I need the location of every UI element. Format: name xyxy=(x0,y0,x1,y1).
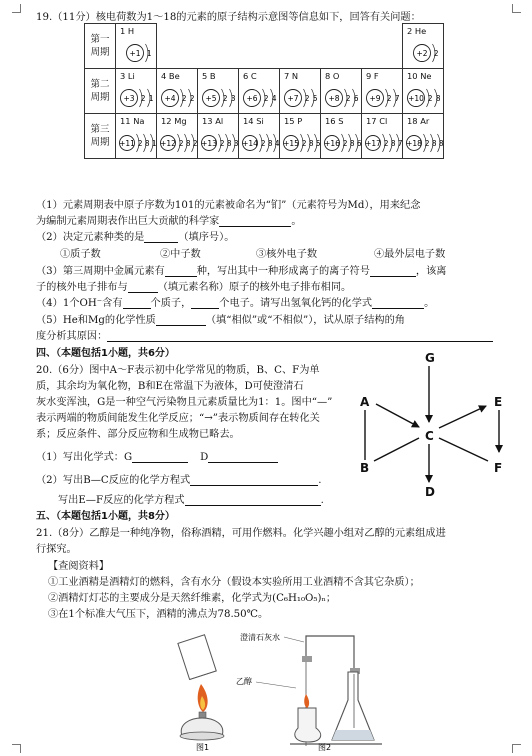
shell-electron-count: 8 xyxy=(438,139,444,148)
element-symbol: 8 O xyxy=(325,71,340,81)
section-5-title: 五、（本题包括1小题，共8分） xyxy=(36,511,175,522)
periodic-table xyxy=(84,23,444,159)
element-symbol: 6 C xyxy=(243,71,257,81)
q19-part5-line2: 度分析其原因： xyxy=(36,327,493,342)
q19-part4: （4）1个OH⁻含有 个质子， 个电子。请写出氢氧化钙的化学式 。 xyxy=(36,298,435,309)
ref-item-3: ③在1个标准大气压下，酒精的沸点为78.50℃。 xyxy=(48,609,269,620)
q19-part2: （2）决定元素种类的是 （填序号）。 xyxy=(36,232,235,243)
corner-mark xyxy=(12,744,21,753)
nuclear-charge: +10 xyxy=(408,94,424,103)
erlenmeyer-flask xyxy=(332,672,374,740)
node-e: E xyxy=(494,395,503,409)
figure-2-apparatus xyxy=(232,628,392,752)
shell-electron-count: 6 xyxy=(353,94,359,103)
element-symbol: 7 N xyxy=(284,71,299,81)
shell-electron-count: 8 xyxy=(226,139,232,148)
element-cell xyxy=(116,24,157,69)
element-cell xyxy=(403,114,444,159)
shell-electron-count: 2 xyxy=(304,94,310,103)
q21-line2: 行探究。 xyxy=(36,544,77,555)
nuclear-charge: +13 xyxy=(201,139,217,148)
q20-line: 表示两端的物质间能发生化学反应；“→”表示物质间存在转化关 xyxy=(36,413,320,424)
nuclear-charge: +9 xyxy=(369,94,381,103)
shell-electron-count: 8 xyxy=(144,139,150,148)
section-4-title: 四、（本题包括1小题，共6分） xyxy=(36,348,175,359)
nuclear-charge: +12 xyxy=(160,139,176,148)
nuclear-charge: +16 xyxy=(324,139,340,148)
atom-structure-diagram xyxy=(118,131,156,155)
option-2: ②中子数 xyxy=(160,249,201,260)
arrow-c-e xyxy=(439,406,486,428)
node-g: G xyxy=(425,351,435,365)
shell-electron-count: 2 xyxy=(189,94,195,103)
element-symbol: 2 He xyxy=(407,26,427,36)
element-cell xyxy=(321,114,362,159)
shell-electron-count: 7 xyxy=(394,94,400,103)
shell-electron-count: 5 xyxy=(312,94,318,103)
shell-electron-count: 3 xyxy=(230,94,236,103)
element-cell xyxy=(362,69,403,114)
shell-electron-count: 8 xyxy=(431,139,437,148)
period-label: 第一 周期 xyxy=(85,24,116,69)
shell-electron-count: 4 xyxy=(271,94,277,103)
shell-electron-count: 5 xyxy=(315,139,321,148)
shell-electron-count: 2 xyxy=(342,139,348,148)
element-cell xyxy=(116,114,157,159)
atom-structure-diagram xyxy=(159,86,197,110)
atom-structure-diagram xyxy=(323,131,361,155)
answer-blank[interactable] xyxy=(208,451,278,463)
element-cell xyxy=(198,114,239,159)
shell-electron-count: 8 xyxy=(267,139,273,148)
shell-electron-count: 2 xyxy=(260,139,266,148)
element-symbol: 9 F xyxy=(366,71,379,81)
element-symbol: 14 Si xyxy=(243,116,264,126)
figure-2-caption: 图2 xyxy=(318,743,332,752)
flame-icon xyxy=(304,694,309,708)
atom-structure-diagram xyxy=(241,86,279,110)
element-symbol: 4 Be xyxy=(161,71,180,81)
node-b: B xyxy=(360,461,370,475)
figure-1-caption: 图1 xyxy=(196,743,210,752)
shell-electron-count: 8 xyxy=(308,139,314,148)
atom-structure-diagram xyxy=(323,86,361,110)
shell-electron-count: 2 xyxy=(386,94,392,103)
shell-electron-count: 8 xyxy=(390,139,396,148)
element-cell xyxy=(403,69,444,114)
shell-electron-count: 8 xyxy=(435,94,441,103)
option-3: ③核外电子数 xyxy=(256,249,318,260)
ref-item-1: ①工业酒精是酒精灯的燃料，含有水分（假设本实验所用工业酒精不含其它杂质）； xyxy=(48,577,420,588)
element-symbol: 1 H xyxy=(120,26,135,36)
q19-part3-line2: 子的核外电子排布与 （填元素名称）原子的核外电子排布相同。 xyxy=(36,282,352,293)
nuclear-charge: +5 xyxy=(205,94,217,103)
shell-electron-count: 2 xyxy=(427,94,433,103)
element-symbol: 5 B xyxy=(202,71,216,81)
element-cell xyxy=(403,24,444,69)
nuclear-charge: +4 xyxy=(164,94,176,103)
shell-electron-count: 2 xyxy=(383,139,389,148)
shell-electron-count: 2 xyxy=(301,139,307,148)
atom-structure-diagram xyxy=(405,131,443,155)
atom-structure-diagram xyxy=(118,41,156,65)
shell-electron-count: 7 xyxy=(397,139,403,148)
answer-blank[interactable] xyxy=(107,330,493,342)
period-label: 第二 周期 xyxy=(85,69,116,114)
nuclear-charge: +18 xyxy=(406,139,422,148)
answer-blank[interactable] xyxy=(191,297,219,309)
shell-electron-count: 2 xyxy=(178,139,184,148)
nuclear-charge: +17 xyxy=(365,139,381,148)
answer-blank[interactable] xyxy=(156,314,206,326)
atom-structure-diagram xyxy=(405,86,443,110)
shell-electron-count: 2 xyxy=(219,139,225,148)
atom-structure-diagram xyxy=(200,131,238,155)
nuclear-charge: +15 xyxy=(283,139,299,148)
element-symbol: 3 Li xyxy=(120,71,135,81)
shell-electron-count: 2 xyxy=(222,94,228,103)
element-symbol: 12 Mg xyxy=(161,116,187,126)
q20-part2b: 写出E—F反应的化学方程式 . xyxy=(58,495,324,506)
left-vessel xyxy=(295,708,321,742)
figure-1-alcohol-lamp xyxy=(168,628,238,752)
node-c: C xyxy=(425,429,434,443)
atom-structure-diagram xyxy=(241,131,279,155)
option-4: ④最外层电子数 xyxy=(374,249,446,260)
atom-structure-diagram xyxy=(159,131,197,155)
shell-electron-count: 8 xyxy=(185,139,191,148)
shell-electron-count: 4 xyxy=(274,139,280,148)
element-symbol: 17 Cl xyxy=(366,116,388,126)
line-c-f xyxy=(439,438,488,461)
shell-electron-count: 2 xyxy=(263,94,269,103)
answer-blank[interactable] xyxy=(128,281,158,293)
nuclear-charge: +2 xyxy=(416,49,428,58)
element-cell xyxy=(116,69,157,114)
atom-structure-diagram xyxy=(200,86,238,110)
q19-part5-line1: （5）He和Mg的化学性质 （填“相似”或“不相似”），试从原子结构的角 xyxy=(36,315,405,326)
shell-electron-count: 2 xyxy=(345,94,351,103)
element-cell xyxy=(321,69,362,114)
q19-part3-line1: （3）第三周期中金属元素有 种，写出其中一种形成离子的离子符号 ，该离 xyxy=(36,266,447,277)
atom-structure-diagram xyxy=(405,41,443,65)
element-symbol: 16 S xyxy=(325,116,344,126)
node-a: A xyxy=(360,395,370,409)
corner-mark xyxy=(12,4,21,13)
reaction-diagram xyxy=(350,348,520,504)
shell-electron-count: 8 xyxy=(349,139,355,148)
element-cell xyxy=(157,69,198,114)
element-symbol: 11 Na xyxy=(120,116,145,126)
label-lime-water: 澄清石灰水 xyxy=(240,633,280,642)
element-cell xyxy=(362,114,403,159)
arrow-a-c xyxy=(376,404,419,427)
q20-part1: （1）写出化学式：G D xyxy=(36,448,278,463)
node-d: D xyxy=(425,485,435,499)
q20-line: 质，其余均为氧化物，B和E在常温下为液体，D可使澄清石 xyxy=(36,381,304,392)
element-symbol: 10 Ne xyxy=(407,71,432,81)
answer-blank[interactable] xyxy=(144,231,178,243)
nuclear-charge: +14 xyxy=(242,139,258,148)
element-symbol: 15 P xyxy=(284,116,303,126)
atom-structure-diagram xyxy=(282,86,320,110)
shell-electron-count: 1 xyxy=(151,139,157,148)
option-1: ①质子数 xyxy=(60,249,101,260)
answer-blank[interactable] xyxy=(132,451,188,463)
label-ethanol: 乙醇 xyxy=(236,677,252,686)
node-f: F xyxy=(494,461,503,475)
nuclear-charge: +11 xyxy=(119,139,135,148)
answer-blank[interactable] xyxy=(370,265,416,277)
nuclear-charge: +7 xyxy=(287,94,299,103)
shell-electron-count: 1 xyxy=(148,94,154,103)
q20-line: 20.（6分）图中A～F表示初中化学常见的物质，B、C、F为单 xyxy=(36,365,320,376)
shell-electron-count: 2 xyxy=(424,139,430,148)
element-symbol: 18 Ar xyxy=(407,116,430,126)
nuclear-charge: +1 xyxy=(129,49,141,58)
ref-title: 【查阅资料】 xyxy=(48,561,110,572)
nuclear-charge: +8 xyxy=(328,94,340,103)
nuclear-charge: +3 xyxy=(123,94,135,103)
q19-part1-line2: 为编制元素周期表作出巨大贡献的科学家 。 xyxy=(36,216,302,227)
element-cell xyxy=(198,69,239,114)
shell-electron-count: 2 xyxy=(192,139,198,148)
inverted-beaker-icon xyxy=(178,635,216,680)
q20-line: 灰水变浑浊，G是一种空气污染物且元素质量比为1：1。图中“—” xyxy=(36,397,333,408)
corner-mark xyxy=(512,744,521,753)
answer-blank[interactable] xyxy=(190,474,318,486)
corner-mark xyxy=(512,4,521,13)
element-cell xyxy=(280,114,321,159)
shell-electron-count: 6 xyxy=(356,139,362,148)
answer-blank[interactable] xyxy=(372,297,424,309)
ref-item-2: ②酒精灯灯芯的主要成分是天然纤维素，化学式为(C₆H₁₀O₅)ₙ； xyxy=(48,593,337,604)
q21-line1: 21.（8分）乙醇是一种纯净物，俗称酒精，可用作燃料。化学兴趣小组对乙醇的元素组成进 xyxy=(36,528,446,539)
shell-electron-count: 2 xyxy=(181,94,187,103)
element-symbol: 13 Al xyxy=(202,116,224,126)
line-c-b xyxy=(374,438,419,461)
answer-blank[interactable] xyxy=(219,215,291,227)
shell-electron-count: 2 xyxy=(137,139,143,148)
atom-structure-diagram xyxy=(282,131,320,155)
answer-blank[interactable] xyxy=(123,297,151,309)
element-cell xyxy=(157,114,198,159)
atom-structure-diagram xyxy=(364,131,402,155)
nuclear-charge: +6 xyxy=(246,94,258,103)
shell-electron-count: 2 xyxy=(140,94,146,103)
q19-header: 19.（11分）核电荷数为1～18的元素的原子结构示意图等信息如下，回答有关问题： xyxy=(36,12,421,23)
answer-blank[interactable] xyxy=(185,494,321,506)
q20-line: 系；反应条件、部分反应物和生成物已略去。 xyxy=(36,429,240,440)
q19-part1-line1: （1）元素周期表中原子序数为101的元素被命名为“钔”（元素符号为Md），用来纪念 xyxy=(36,200,421,211)
shell-electron-count: 2 xyxy=(433,49,439,58)
shell-electron-count: 3 xyxy=(233,139,239,148)
atom-structure-diagram xyxy=(364,86,402,110)
element-cell xyxy=(239,69,280,114)
period-label: 第三 周期 xyxy=(85,114,116,159)
element-cell xyxy=(280,69,321,114)
atom-structure-diagram xyxy=(118,86,156,110)
shell-electron-count: 1 xyxy=(146,49,152,58)
q20-part2: （2）写出B—C反应的化学方程式 . xyxy=(36,475,322,486)
element-cell xyxy=(239,114,280,159)
answer-blank[interactable] xyxy=(165,265,197,277)
